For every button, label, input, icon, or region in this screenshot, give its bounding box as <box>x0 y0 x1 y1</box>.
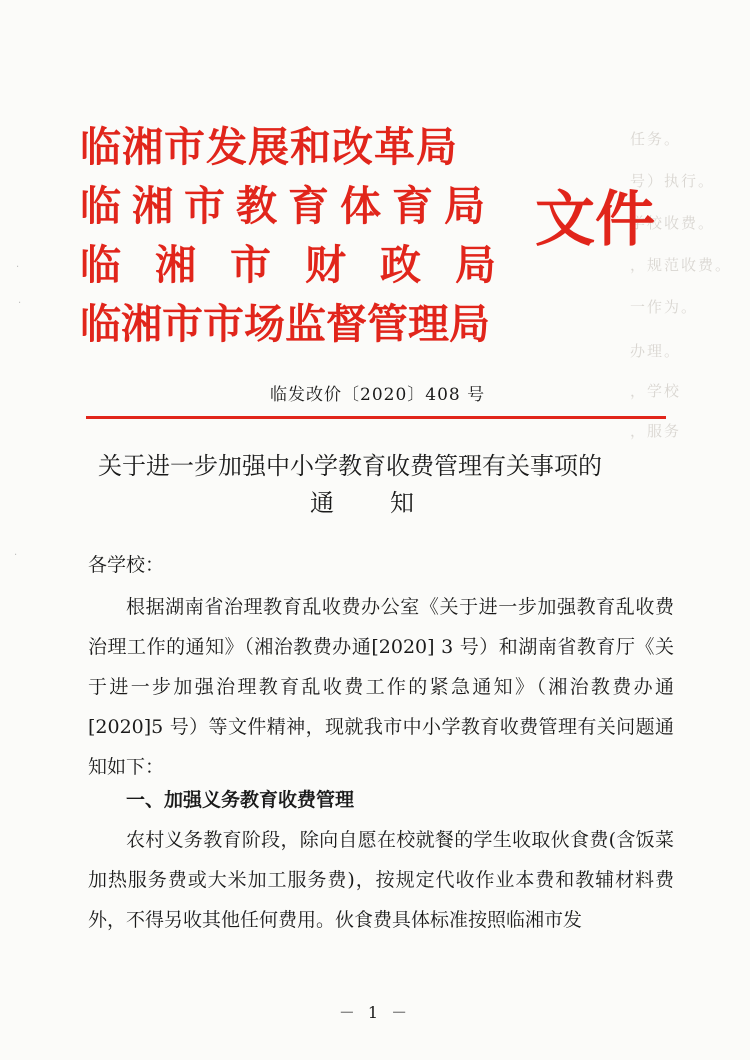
notice-title-line1: 关于进一步加强中小学教育收费管理有关事项的 <box>98 452 602 480</box>
issuer-finance-bureau: 临湘市财政局 <box>80 241 530 289</box>
body-paragraph-1: 根据湖南省治理教育乱收费办公室《关于进一步加强教育乱收费治理工作的通知》（湘治教费办通[2020] 3 号）和湖南省教育厅《关于进一步加强治理教育乱收费工作的紧急通知》（湘治教费办通[2020]5 号）等文件精神，现就我市中小学教育收费管理有关问题通知如下： <box>88 596 674 778</box>
issuer-development-reform-bureau: 临湘市发展和改革局 <box>80 123 458 171</box>
issuing-authorities <box>80 118 530 354</box>
red-separator-line <box>86 416 666 419</box>
body-paragraph-2: 农村义务教育阶段，除向自愿在校就餐的学生收取伙食费(含饭菜加热服务费或大米加工服务费)，按规定代收作业本费和教辅材料费外，不得另收其他任何费用。伙食费具体标准按照临湘市发 <box>88 829 674 931</box>
issuer-market-supervision-bureau: 临湘市市场监督管理局 <box>80 300 490 348</box>
scan-speck: ‧ <box>16 262 20 273</box>
page-number: － 1 － <box>338 1003 412 1022</box>
recipient: 各学校： <box>88 554 165 576</box>
section-heading-1: 一、加强义务教育收费管理 <box>126 789 355 811</box>
document-number: 临发改价〔2020〕408 号 <box>270 385 486 405</box>
scan-speck: ‧ <box>14 550 18 561</box>
bleed-through-text: 任务。 号）执行。 学校收费。 ，规范收费。 一作为。 办理。 ，学校 ，服务 <box>630 130 733 440</box>
notice-title-line2: 通知 <box>310 489 470 517</box>
issuer-education-sports-bureau: 临湘市教育体育局 <box>80 182 496 230</box>
scan-speck: ‧ <box>18 298 22 309</box>
document-type-label: 文件 <box>535 185 655 255</box>
